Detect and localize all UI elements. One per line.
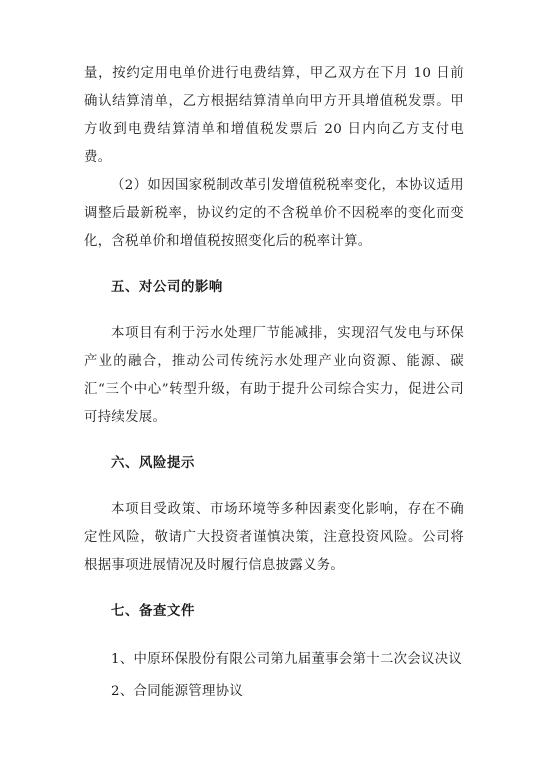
section-heading-impact: 五、对公司的影响 — [111, 280, 223, 295]
reference-document-item: 1、中原环保股份有限公司第九届董事会第十二次会议决议 — [111, 652, 463, 667]
section-body-risk: 本项目受政策、市场环境等多种因素变化影响，存在不确定性风险，敬请广大投资者谨慎决策，注意投资风险。公司将根据事项进展情况及时履行信息披露义务。 — [84, 502, 464, 573]
section-heading-risk: 六、风险提示 — [111, 456, 195, 471]
tax-clause-paragraph: （2）如因国家税制改革引发增值税税率变化，本协议适用调整后最新税率，协议约定的不含税单价不因税率的变化而变化，含税单价和增值税按照变化后的税率计算。 — [84, 178, 464, 249]
document-page — [84, 60, 464, 708]
section-heading-reference-documents: 七、备查文件 — [111, 604, 195, 619]
continuation-paragraph: 量，按约定用电单价进行电费结算，甲乙双方在下月 10 日前确认结算清单，乙方根据结算清单向甲方开具增值税发票。甲方收到电费结算清单和增值税发票后 20 日内向乙方支付电费。 — [84, 66, 464, 165]
section-body-impact: 本项目有利于污水处理厂节能减排，实现沼气发电与环保产业的融合，推动公司传统污水处理产业向资源、能源、碳汇“三个中心”转型升级，有助于提升公司综合实力，促进公司可持续发展。 — [84, 326, 464, 425]
reference-document-item: 2、合同能源管理协议 — [111, 684, 244, 699]
